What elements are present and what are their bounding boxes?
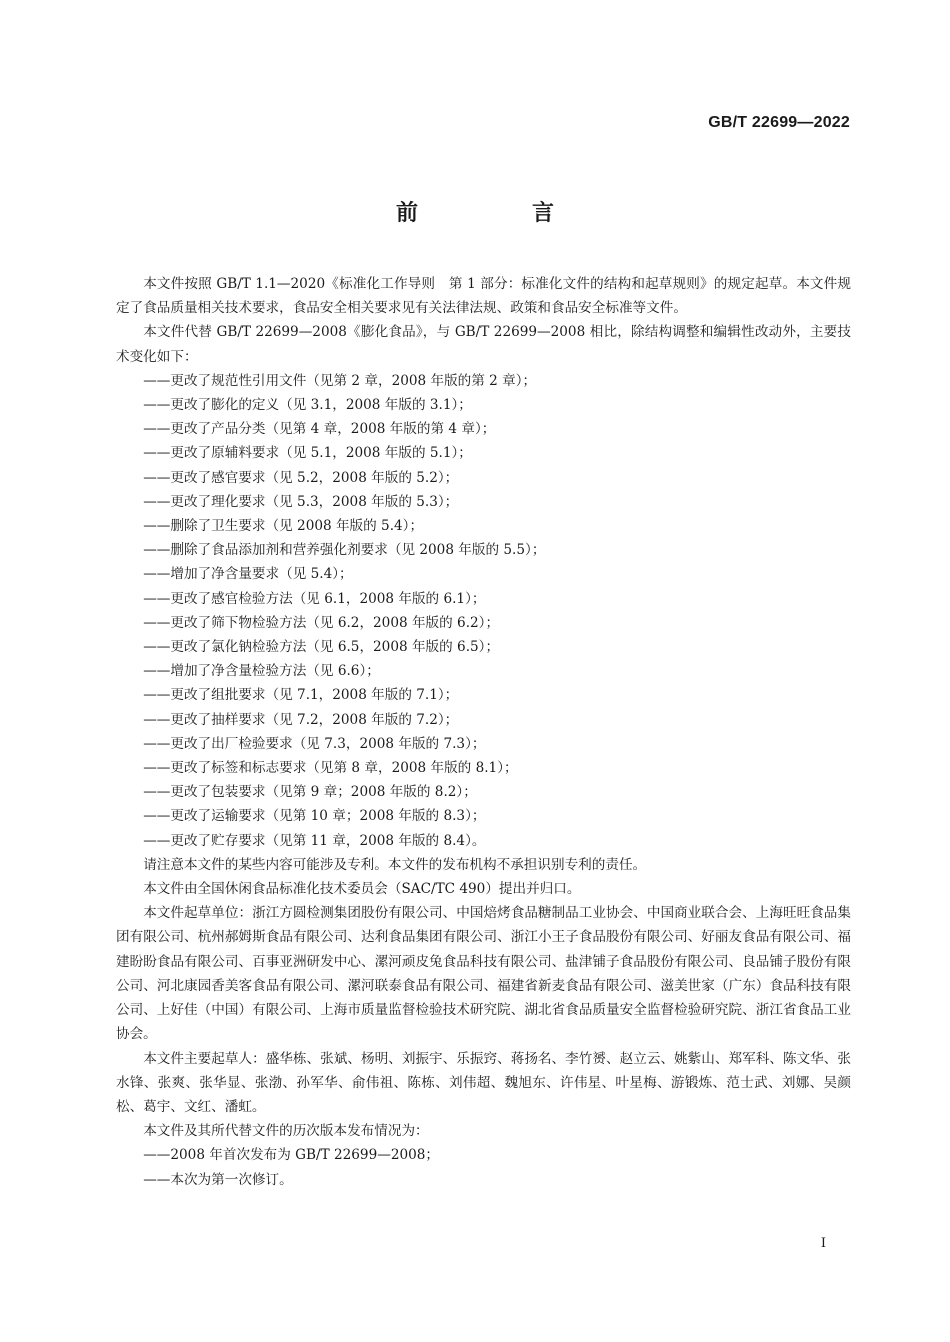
list-item: ——更改了标签和标志要求（见第 8 章，2008 年版的 8.1）； [143,760,518,777]
paragraph-drafters: 本文件主要起草人：盛华栋、张斌、杨明、刘振宇、乐振窍、蒋扬名、李竹赟、赵立云、姚紫山、郑军科、陈文华、张水锋、张爽、张华显、张渤、孙军华、俞伟祖、陈栋、刘伟超、魏旭东、许伟星、叶星梅、游锻炼、范士武、刘娜、吴颜松、葛宇、文红、潘虹。 [116,1050,851,1115]
paragraph-committee: 本文件由全国休闲食品标准化技术委员会（SAC/TC 490）提出并归口。 [143,881,581,898]
list-item: ——更改了感官要求（见 5.2，2008 年版的 5.2）； [143,469,459,486]
paragraph-drafting-rules: 本文件按照 GB/T 1.1—2020《标准化工作导则 第 1 部分：标准化文件的结构和起草规则》的规定起草。本文件规定了食品质量相关技术要求，食品安全相关要求见有关法律法规、政策和食品安全标准等文件。 [116,276,851,317]
list-item: ——更改了理化要求（见 5.3，2008 年版的 5.3）； [143,493,459,510]
list-item: ——更改了贮存要求（见第 11 章，2008 年版的 8.4）。 [143,832,486,849]
list-item: ——删除了卫生要求（见 2008 年版的 5.4）； [143,518,424,535]
paragraph-drafting-units: 本文件起草单位：浙江方圆检测集团股份有限公司、中国焙烤食品糖制品工业协会、中国商业联合会、上海旺旺食品集团有限公司、杭州郝姆斯食品有限公司、达利食品集团有限公司、浙江小王子食品股份有限公司、好丽友食品有限公司、福建盼盼食品有限公司、百事亚洲研发中心、漯河顽皮兔食品科技有限公司、盐津铺子食品股份有限公司、良品铺子股份有限公司、河北康园香美客食品有限公司、漯河联泰食品有限公司、福建省新麦食品有限公司、滋美世家（广东）食品科技有限公司、上好佳（中国）有限公司、上海市质量监督检验技术研究院、湖北省食品质量安全监督检验研究院、浙江省食品工业协会。 [116,905,851,1043]
page-title: 前 言 [395,201,600,226]
list-item: ——更改了产品分类（见第 4 章，2008 年版的第 4 章）； [143,421,496,438]
list-item: ——更改了运输要求（见第 10 章；2008 年版的 8.3）； [143,808,486,825]
list-item: ——增加了净含量要求（见 5.4）； [143,566,353,583]
list-item: ——本次为第一次修订。 [143,1171,293,1188]
list-item: ——更改了膨化的定义（见 3.1，2008 年版的 3.1）； [143,397,472,414]
list-item: ——更改了氯化钠检验方法（见 6.5，2008 年版的 6.5）； [143,639,500,656]
foreword-body [116,272,851,1192]
standard-code: GB/T 22699—2022 [708,114,850,131]
paragraph-patent-notice: 请注意本文件的某些内容可能涉及专利。本文件的发布机构不承担识别专利的责任。 [143,856,647,873]
list-item: ——更改了规范性引用文件（见第 2 章，2008 年版的第 2 章）； [143,372,537,389]
paragraph-replacement: 本文件代替 GB/T 22699—2008《膨化食品》，与 GB/T 22699—2008 相比，除结构调整和编辑性改动外，主要技术变化如下： [116,324,851,365]
list-item: ——2008 年首次发布为 GB/T 22699—2008； [143,1147,440,1164]
list-item: ——更改了包装要求（见第 9 章；2008 年版的 8.2）； [143,784,477,801]
list-item: ——更改了感官检验方法（见 6.1，2008 年版的 6.1）； [143,590,486,607]
changes-list [116,369,851,853]
list-item: ——更改了组批要求（见 7.1，2008 年版的 7.1）； [143,687,459,704]
list-item: ——更改了抽样要求（见 7.2，2008 年版的 7.2）； [143,711,459,728]
history-list [116,1143,851,1191]
list-item: ——更改了筛下物检验方法（见 6.2，2008 年版的 6.2）； [143,614,500,631]
paragraph-history-intro: 本文件及其所代替文件的历次版本发布情况为： [143,1123,429,1140]
list-item: ——删除了食品添加剂和营养强化剂要求（见 2008 年版的 5.5）； [143,542,546,559]
list-item: ——更改了原辅料要求（见 5.1，2008 年版的 5.1）； [143,445,472,462]
page-number: I [820,1236,826,1251]
list-item: ——增加了净含量检验方法（见 6.6）； [143,663,380,680]
list-item: ——更改了出厂检验要求（见 7.3，2008 年版的 7.3）； [143,735,486,752]
